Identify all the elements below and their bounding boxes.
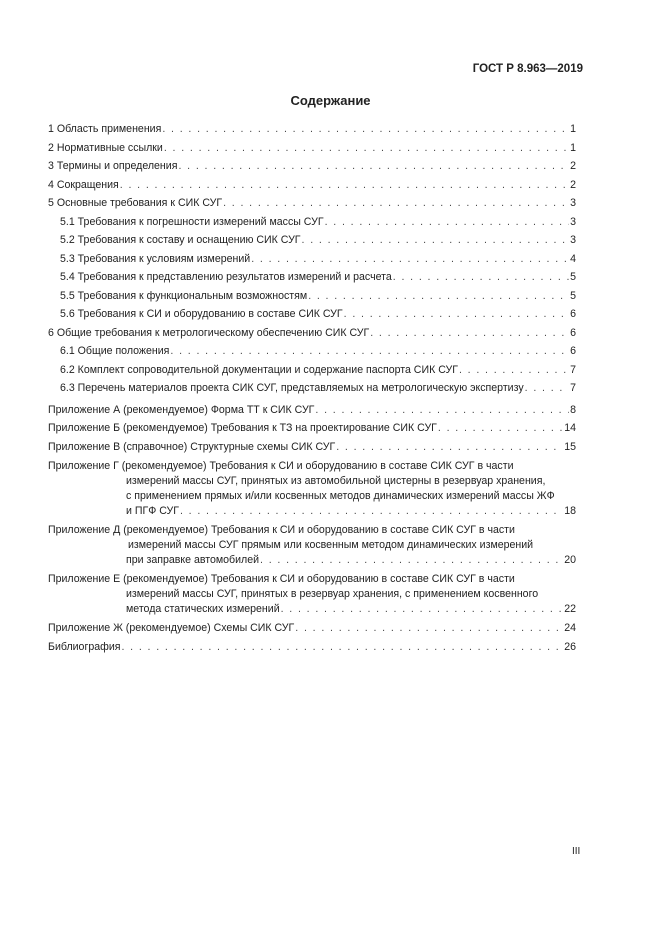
leader-dots — [121, 640, 563, 655]
toc-entry-text: 5.2 Требования к составу и оснащению СИК СУГ — [60, 234, 301, 246]
toc-entry-text: Приложение Ж (рекомендуемое) Схемы СИК СУГ — [48, 621, 295, 634]
toc-entry-page: 5 — [570, 271, 576, 283]
toc-entry-page: 6 — [570, 345, 576, 357]
toc-entry-text: и ПГФ СУГ — [126, 504, 179, 517]
toc-entry[interactable] — [60, 381, 576, 396]
toc-entry-continuation — [126, 602, 576, 617]
toc-entry[interactable] — [48, 640, 576, 655]
toc-entry-page: 26 — [564, 640, 576, 653]
toc-entry-text: 5.3 Требования к условиям измерений — [60, 252, 251, 265]
toc-entry[interactable] — [60, 344, 576, 359]
toc-entry-page: 20 — [564, 553, 576, 566]
leader-dots — [302, 233, 570, 248]
toc-entry-text: 5.5 Требования к функциональным возможностям — [60, 289, 308, 302]
toc-entry-text: Приложение А (рекомендуемое) Форма ТТ к СИК СУГ — [48, 403, 315, 416]
toc-entry-page: 4 — [570, 252, 576, 265]
toc-entry-continuation — [126, 504, 576, 519]
toc-entry-text: с применением прямых и/или косвенных методов динамических измерений массы ЖФ — [126, 489, 555, 502]
leader-dots — [295, 621, 563, 636]
leader-dots — [525, 381, 569, 396]
toc-entry-text: 5.1 Требования к погрешности измерений массы СУГ — [60, 215, 324, 228]
leader-dots — [120, 178, 569, 193]
toc-entry-text: измерений массы СУГ, принятых в резервуар хранения, с применением косвенного — [126, 587, 539, 600]
toc-entry-text: Приложение Г (рекомендуемое) Требования к СИ и оборудованию в составе СИК СУГ в части — [48, 459, 514, 472]
toc-entry[interactable] — [48, 523, 576, 538]
leader-dots — [260, 553, 563, 568]
toc-entry-page: 1 — [570, 141, 576, 154]
toc-entry-continuation — [126, 553, 576, 568]
toc-entry-text: 5.6 Требования к СИ и оборудованию в составе СИК СУГ — [60, 308, 343, 320]
toc-entry[interactable] — [48, 421, 576, 436]
toc-entry-text: 3 Термины и определения — [48, 160, 178, 172]
leader-dots — [162, 122, 569, 137]
toc-entry-page: 14 — [564, 422, 576, 434]
toc-entry-text: 6.1 Общие положения — [60, 345, 170, 357]
toc-entry[interactable] — [60, 252, 576, 267]
toc-entry-page: 7 — [570, 363, 576, 376]
toc-entry-text: измерений массы СУГ прямым или косвенным методом динамических измерений — [128, 538, 534, 551]
toc-entry-page: 2 — [570, 160, 576, 172]
leader-dots — [180, 504, 563, 519]
toc-entry-page: 2 — [570, 178, 576, 191]
toc-entry-page: 22 — [564, 602, 576, 615]
toc-entry-page: 3 — [570, 215, 576, 228]
toc-entry-text: Приложение Б (рекомендуемое) Требования к ТЗ на проектирование СИК СУГ — [48, 422, 437, 434]
leader-dots — [178, 159, 569, 174]
toc-entry-continuation — [126, 587, 576, 602]
leader-dots — [315, 403, 569, 418]
toc-entry[interactable] — [48, 196, 576, 211]
leader-dots — [393, 270, 569, 285]
toc-entry-text: 4 Сокращения — [48, 178, 119, 191]
toc-entry-text: при заправке автомобилей — [126, 553, 260, 566]
toc-entry[interactable] — [48, 141, 576, 156]
page-title: Содержание — [290, 93, 371, 108]
toc-entry[interactable] — [48, 159, 576, 174]
leader-dots — [170, 344, 569, 359]
toc-entry[interactable] — [60, 307, 576, 322]
leader-dots — [223, 196, 569, 211]
toc-entry[interactable] — [48, 572, 576, 587]
toc-entry-text: 6.2 Комплект сопроводительной документации и содержание паспорта СИК СУГ — [60, 363, 458, 376]
toc-entry[interactable] — [60, 233, 576, 248]
toc-entry-page: 1 — [570, 123, 576, 135]
leader-dots — [438, 421, 563, 436]
toc-entry-page: 7 — [570, 382, 576, 394]
page-number: III — [572, 846, 581, 857]
toc-entry-text: измерений массы СУГ, принятых из автомобильной цистерны в резервуар хранения, — [126, 474, 546, 487]
toc-entry-page: 24 — [564, 621, 576, 634]
toc-entry-text: 6 Общие требования к метрологическому обеспечению СИК СУГ — [48, 326, 370, 339]
toc-entry[interactable] — [48, 178, 576, 193]
toc-entry-text: Приложение Е (рекомендуемое) Требования к СИ и оборудованию в составе СИК СУГ в части — [48, 572, 515, 585]
toc-entry-text: 5.4 Требования к представлению результатов измерений и расчета — [60, 271, 392, 283]
toc-entry-text: 5 Основные требования к СИК СУГ — [48, 197, 223, 209]
toc-entry-text: 1 Область применения — [48, 123, 162, 135]
toc-entry[interactable] — [60, 215, 576, 230]
toc-entry-text: метода статических измерений — [126, 602, 280, 615]
toc-entry[interactable] — [48, 326, 576, 341]
toc-entry-page: 3 — [570, 197, 576, 209]
document-code: ГОСТ Р 8.963—2019 — [472, 63, 583, 75]
toc-entry-page: 6 — [570, 326, 576, 339]
toc-entry-text: Приложение В (справочное) Структурные схемы СИК СУГ — [48, 441, 336, 453]
toc-entry[interactable] — [60, 289, 576, 304]
leader-dots — [344, 307, 569, 322]
toc-entry-page: 5 — [570, 289, 576, 302]
toc-entry-page: 15 — [564, 441, 576, 453]
toc-entry[interactable] — [48, 621, 576, 636]
leader-dots — [164, 141, 569, 156]
leader-dots — [251, 252, 569, 267]
toc-entry[interactable] — [60, 270, 576, 285]
toc-entry[interactable] — [48, 122, 576, 137]
toc-entry-continuation — [126, 474, 576, 489]
toc-entry-page: 18 — [564, 504, 576, 517]
leader-dots — [459, 363, 569, 378]
toc-entry-continuation — [126, 489, 576, 504]
toc-entry-text: Библиография — [48, 640, 121, 653]
toc-entry-text: 2 Нормативные ссылки — [48, 141, 163, 154]
toc-entry-page: 3 — [570, 234, 576, 246]
leader-dots — [325, 215, 570, 230]
toc-entry-page: 8 — [570, 403, 576, 416]
toc-entry-text: 6.3 Перечень материалов проекта СИК СУГ, представляемых на метрологическую экспертизу — [60, 382, 524, 394]
toc-entry[interactable] — [48, 403, 576, 418]
leader-dots — [281, 602, 564, 617]
leader-dots — [308, 289, 569, 304]
toc-entry[interactable] — [60, 363, 576, 378]
toc-entry-page: 6 — [570, 308, 576, 320]
toc-entry[interactable] — [48, 459, 576, 474]
toc-entry-continuation — [128, 538, 576, 553]
toc-entry[interactable] — [48, 440, 576, 455]
toc-entry-text: Приложение Д (рекомендуемое) Требования к СИ и оборудованию в составе СИК СУГ в части — [48, 523, 515, 536]
leader-dots — [370, 326, 569, 341]
leader-dots — [336, 440, 563, 455]
